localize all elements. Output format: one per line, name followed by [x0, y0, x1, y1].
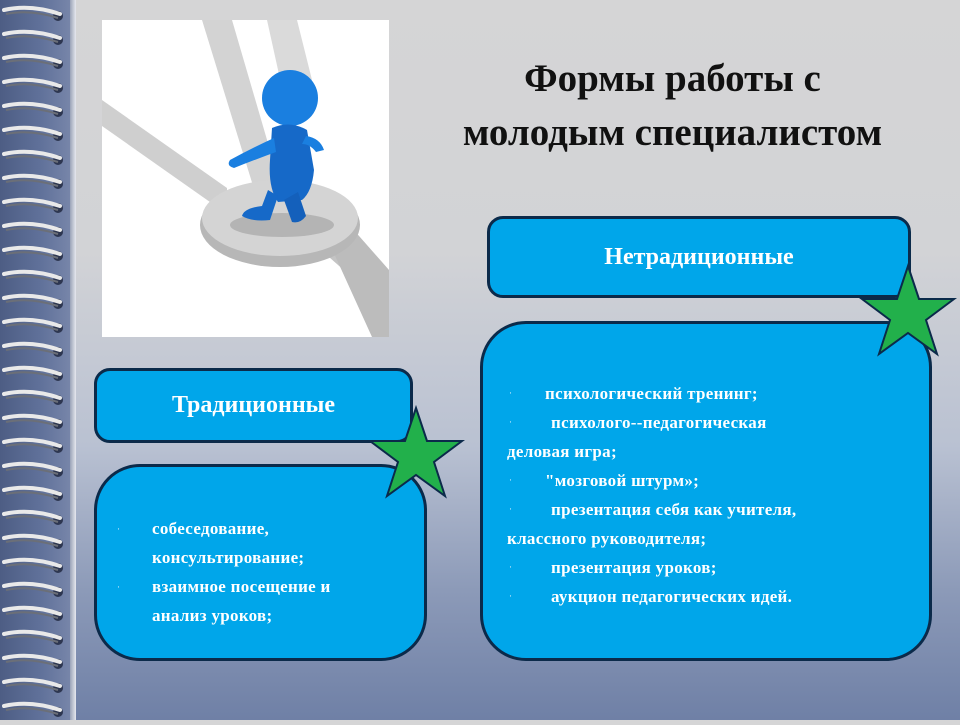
- list-item-text: взаимное посещение и: [152, 577, 331, 596]
- traditional-header-label: Традиционные: [171, 392, 336, 418]
- bullet-icon: ·: [509, 591, 513, 601]
- list-item-text: презентация уроков;: [551, 558, 717, 577]
- list-item: [507, 553, 917, 582]
- green-star-icon: [858, 262, 958, 360]
- figure-illustration-panel: [102, 20, 389, 337]
- page-edge: [70, 0, 76, 720]
- bullet-icon: ·: [117, 524, 121, 534]
- bullet-icon: ·: [509, 504, 513, 514]
- bullet-icon: ·: [509, 562, 513, 572]
- list-item-text: психолого--педагогическая: [551, 413, 767, 432]
- list-item-text: "мозговой штурм»;: [545, 471, 700, 490]
- road-left-branch: [102, 100, 227, 214]
- figure-body: [270, 124, 314, 202]
- figure-head: [262, 70, 318, 126]
- list-item-text-continued: деловая игра;: [507, 442, 617, 461]
- nontraditional-list: [507, 379, 917, 611]
- list-item: [507, 379, 917, 408]
- nontraditional-content-box: [480, 321, 932, 661]
- notebook-binding-strip: [0, 0, 74, 720]
- page-title: [400, 52, 945, 160]
- bullet-icon: ·: [509, 417, 513, 427]
- list-item-text: презентация себя как учителя,: [551, 500, 797, 519]
- spiral-binding-icon: [0, 0, 74, 720]
- nontraditional-header-label: Нетрадиционные: [604, 243, 794, 270]
- list-item: [507, 466, 917, 495]
- list-item: [117, 514, 414, 572]
- bullet-icon: ·: [509, 388, 513, 398]
- green-star-icon: [366, 404, 466, 502]
- nontraditional-header: [487, 216, 911, 298]
- list-item: [117, 572, 414, 630]
- list-item-text: психологический тренинг;: [545, 384, 758, 403]
- list-item-text: собеседование,: [152, 519, 270, 538]
- list-item-text: аукцион педагогических идей.: [551, 587, 793, 606]
- list-item-text-continued: консультирование;: [152, 548, 305, 567]
- page-title-line-2: молодым специалистом: [462, 111, 883, 154]
- bullet-icon: ·: [117, 582, 121, 592]
- person-at-crossroads-illustration: [102, 20, 389, 337]
- page-title-line-1: Формы работы с: [524, 57, 821, 100]
- list-item: [507, 408, 917, 466]
- list-item-text-continued: анализ уроков;: [152, 606, 273, 625]
- traditional-list: [117, 514, 414, 630]
- list-item-text-continued: классного руководителя;: [507, 529, 707, 548]
- list-item: [507, 495, 917, 553]
- bullet-icon: ·: [509, 475, 513, 485]
- list-item: [507, 582, 917, 611]
